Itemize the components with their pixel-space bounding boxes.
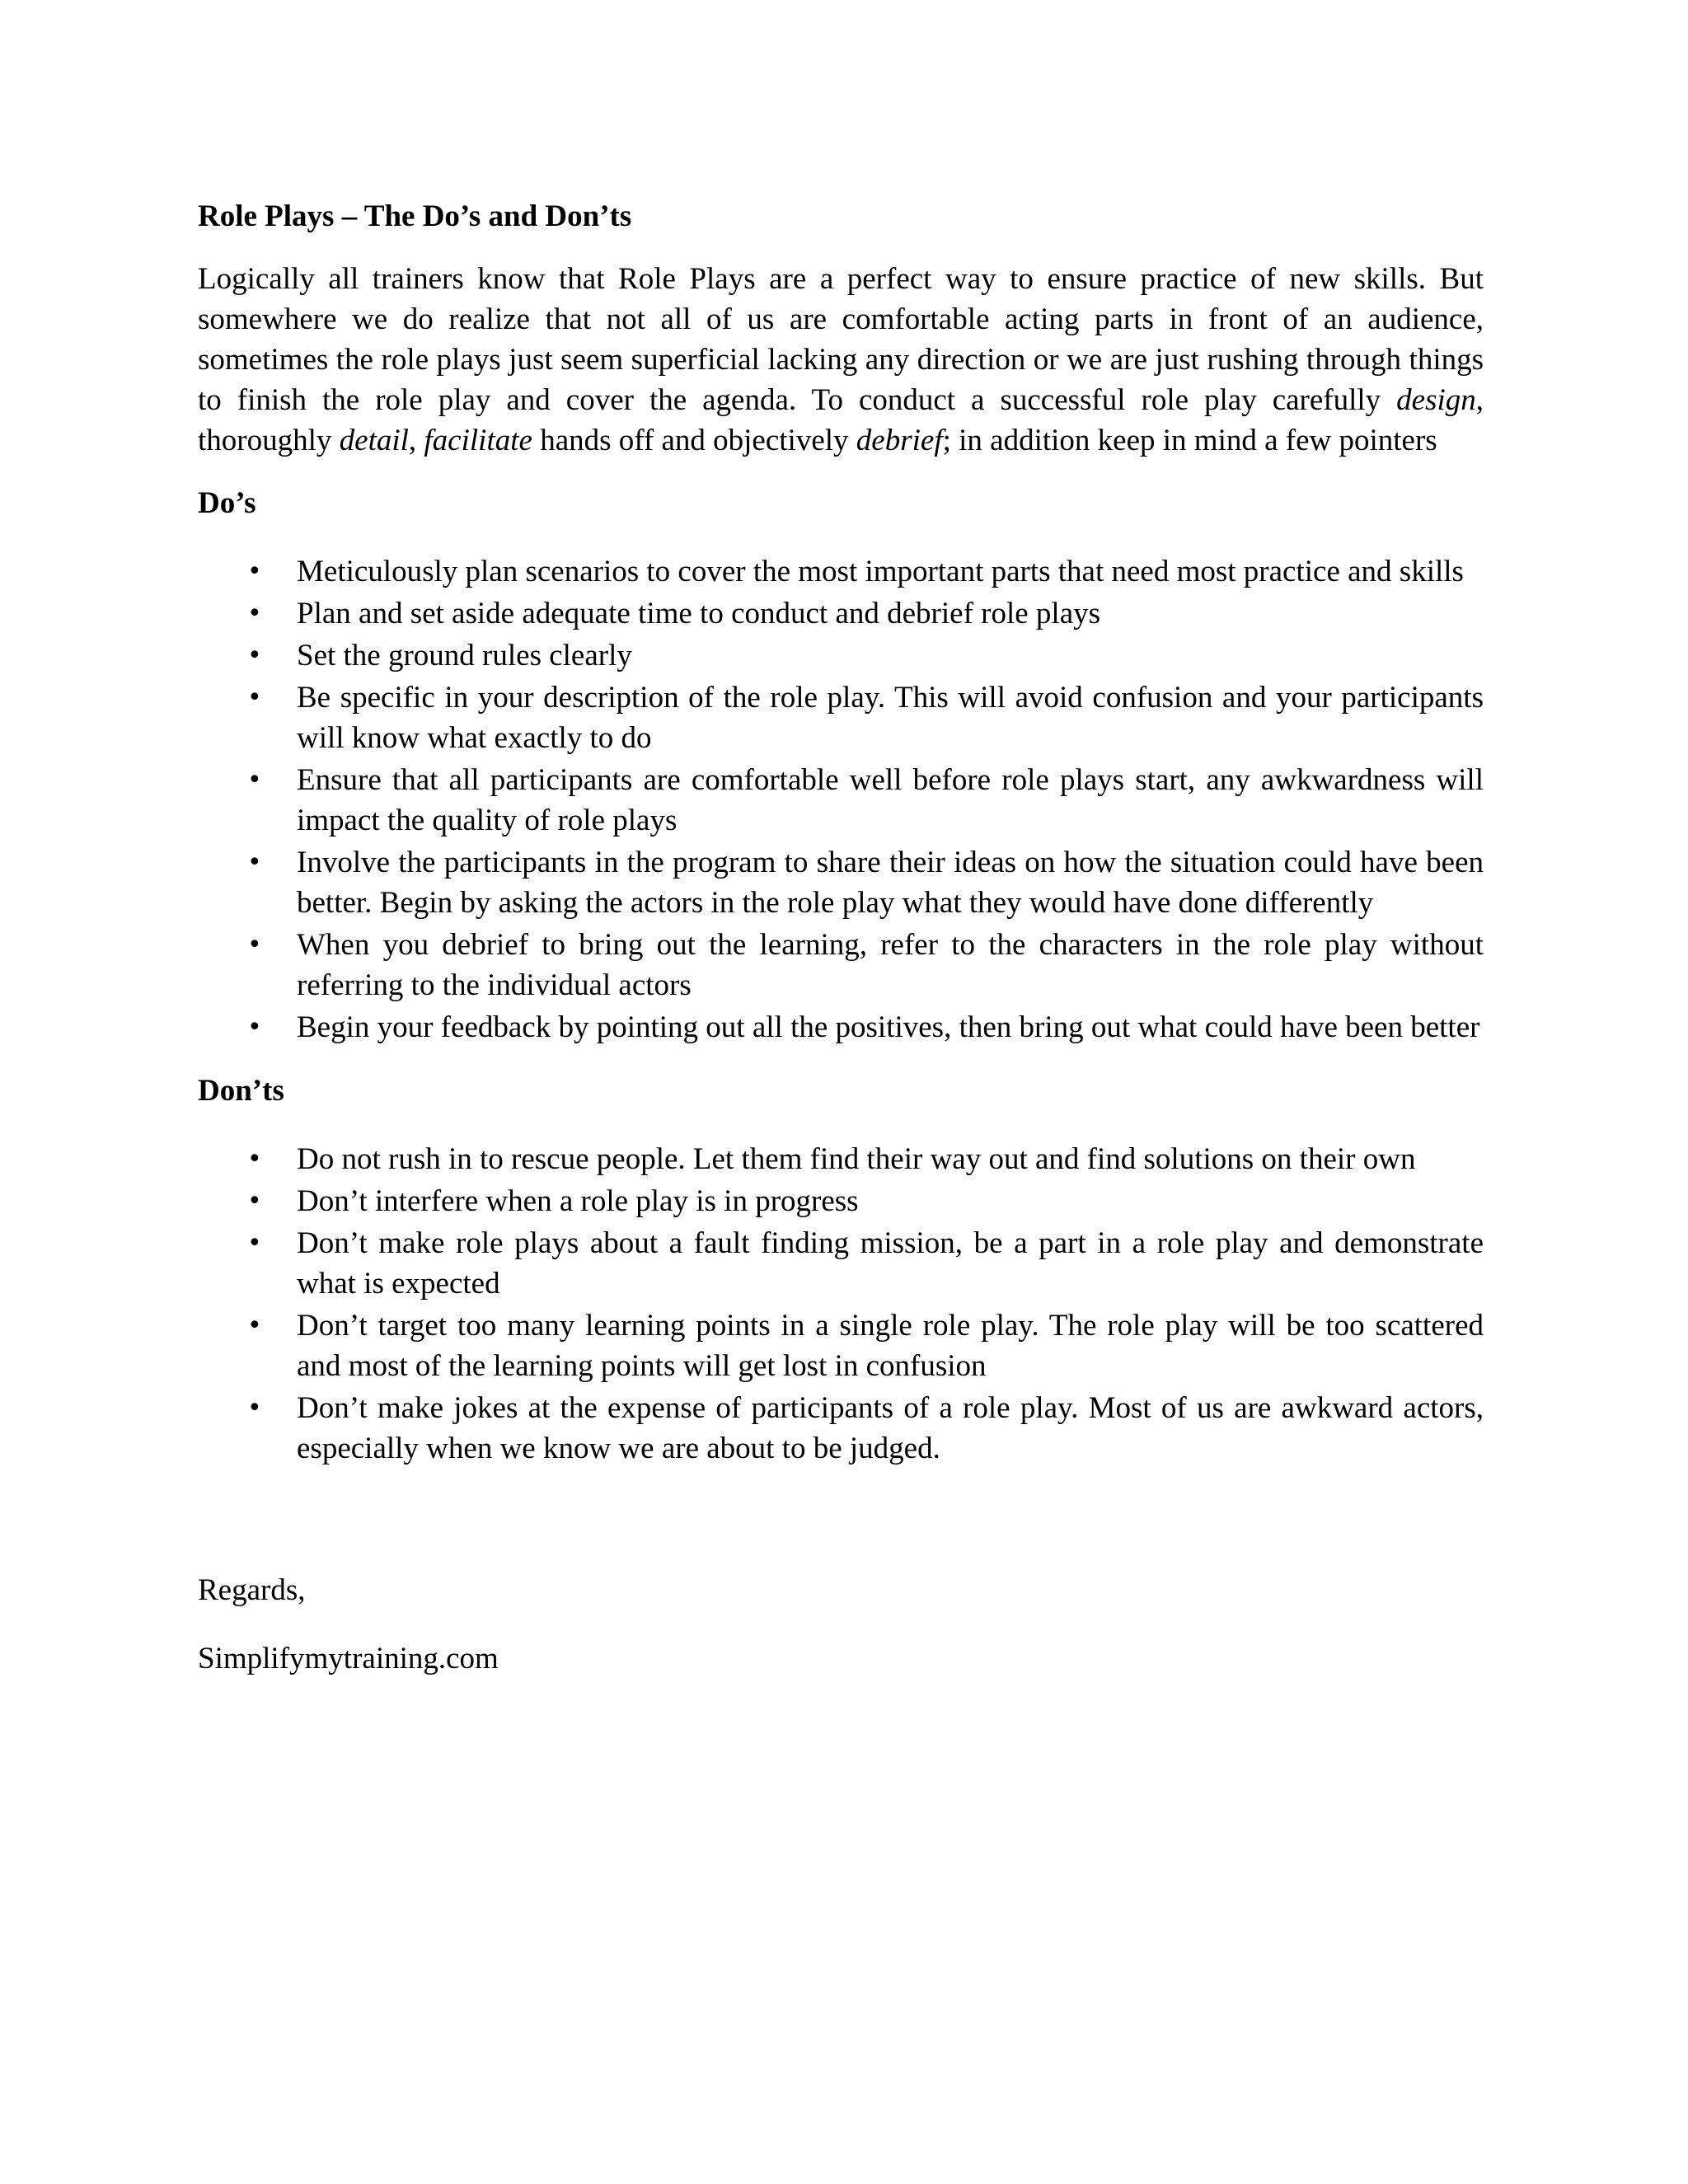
list-item — [198, 1181, 1484, 1221]
list-item-text: Begin your feedback by pointing out all the positives, then bring out what could have been better — [297, 1010, 1480, 1044]
bullet-icon: • — [247, 1187, 262, 1216]
list-item — [198, 925, 1484, 1005]
signature-text: Simplifymytraining.com — [198, 1642, 499, 1675]
dos-heading: Do’s — [198, 486, 256, 520]
list-item — [198, 1305, 1484, 1386]
intro-text-2: , thoroughly — [198, 383, 1484, 457]
intro-paragraph — [198, 259, 1484, 461]
bullet-icon: • — [247, 1013, 262, 1042]
intro-text-5: ; in addition keep in mind a few pointers — [942, 424, 1437, 457]
donts-list — [198, 1139, 1484, 1469]
bullet-icon: • — [247, 1311, 262, 1340]
list-item — [198, 551, 1484, 592]
list-item-text: Plan and set aside adequate time to conduct and debrief role plays — [297, 597, 1101, 630]
list-item — [198, 593, 1484, 634]
list-item — [198, 1139, 1484, 1179]
list-item — [198, 842, 1484, 923]
list-item-text: Don’t target too many learning points in a single role play. The role play will be too scattered and most of the learning points will get lost in confusion — [297, 1309, 1484, 1383]
list-item-text: Ensure that all participants are comfortable well before role plays start, any awkwardness will impact the quality of role plays — [297, 763, 1484, 837]
list-item — [198, 1223, 1484, 1304]
list-item-text: When you debrief to bring out the learning, refer to the characters in the role play without referring to the individual actors — [297, 928, 1484, 1002]
intro-emphasis-design: design — [1396, 383, 1476, 417]
list-item — [198, 1388, 1484, 1469]
bullet-icon: • — [247, 848, 262, 877]
bullet-icon: • — [247, 1394, 262, 1422]
list-item — [198, 760, 1484, 841]
bullet-icon: • — [247, 1145, 262, 1174]
intro-emphasis-facilitate: facilitate — [424, 424, 532, 457]
intro-emphasis-detail: detail — [339, 424, 409, 457]
intro-text-4: hands off and objectively — [532, 424, 856, 457]
list-item — [198, 635, 1484, 676]
dos-list — [198, 551, 1484, 1047]
document-body — [198, 196, 1484, 1707]
list-item — [198, 677, 1484, 758]
intro-emphasis-debrief: debrief — [856, 424, 943, 457]
list-item-text: Don’t interfere when a role play is in progress — [297, 1184, 859, 1218]
list-item-text: Be specific in your description of the role play. This will avoid confusion and your participants will know what exactly to do — [297, 681, 1484, 755]
bullet-icon: • — [247, 766, 262, 794]
list-item-text: Do not rush in to rescue people. Let them find their way out and find solutions on their own — [297, 1142, 1416, 1176]
list-item-text: Involve the participants in the program to share their ideas on how the situation could have been better. Begin by asking the actors in the role play what they would have done differently — [297, 846, 1484, 920]
bullet-icon: • — [247, 641, 262, 670]
donts-heading: Don’ts — [198, 1074, 284, 1108]
document-title: Role Plays – The Do’s and Don’ts — [198, 199, 632, 233]
intro-text-3: , — [408, 424, 424, 457]
bullet-icon: • — [247, 1229, 262, 1258]
list-item-text: Set the ground rules clearly — [297, 639, 632, 673]
list-item — [198, 1007, 1484, 1047]
closing-text: Regards, — [198, 1573, 306, 1607]
list-item-text: Don’t make jokes at the expense of participants of a role play. Most of us are awkward actors, especially when we know we are about to be judged. — [297, 1391, 1484, 1465]
bullet-icon: • — [247, 599, 262, 628]
intro-text-1: Logically all trainers know that Role Plays are a perfect way to ensure practice of new skills. But somewhere we do realize that not all of us are comfortable acting parts in front of an audience, sometimes the role plays just seem superficial lacking any direction or we are just rushing through things to finish the role play and cover the agenda. To conduct a successful role play carefully — [198, 262, 1484, 417]
spacer — [198, 1492, 1484, 1570]
bullet-icon: • — [247, 683, 262, 712]
list-item-text: Meticulously plan scenarios to cover the most important parts that need most practice and skills — [297, 555, 1464, 588]
bullet-icon: • — [247, 930, 262, 959]
bullet-icon: • — [247, 557, 262, 586]
list-item-text: Don’t make role plays about a fault finding mission, be a part in a role play and demonstrate what is expected — [297, 1226, 1484, 1301]
